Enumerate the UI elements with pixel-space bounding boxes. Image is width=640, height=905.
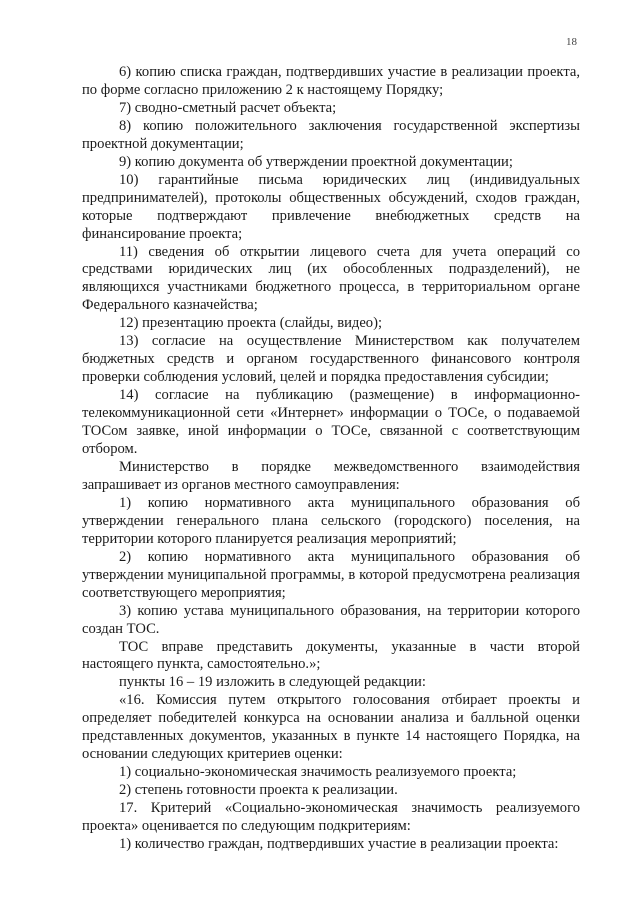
paragraph-ministry-request: Министерство в порядке межведомственного взаимодействия запрашивает из органов местного самоуправления:	[82, 458, 580, 493]
paragraph-item-9: 9) копию документа об утверждении проектной документации;	[119, 153, 513, 170]
paragraph-tos-right: ТОС вправе представить документы, указанные в части второй настоящего пункта, самостоятельно.»;	[82, 638, 580, 673]
paragraph-amendment-intro: пункты 16 – 19 изложить в следующей редакции:	[119, 674, 426, 691]
paragraph-item-14: 14) согласие на публикацию (размещение) в информационно-телекоммуникационной сети «Интернет» информации о ТОСе, о подаваемой ТОСом заявке, иной информации о ТОСе, связанной с соответствующим отбором.	[82, 387, 580, 458]
paragraph-request-2: 2) копию нормативного акта муниципального образования об утверждении муниципальной программы, в которой предусмотрена реализация соответствующего мероприятия;	[82, 548, 580, 601]
paragraph-item-8: 8) копию положительного заключения государственной экспертизы проектной документации;	[82, 117, 580, 152]
paragraph-item-13: 13) согласие на осуществление Министерством как получателем бюджетных средств и органом государственного финансового контроля проверки соблюдения условий, целей и порядка предоставления субсидии;	[82, 333, 580, 386]
paragraph-request-1: 1) копию нормативного акта муниципального образования об утверждении генерального плана сельского (городского) поселения, на территории которого планируется реализация мероприятий;	[82, 494, 580, 547]
paragraph-clause-16: «16. Комиссия путем открытого голосования отбирает проекты и определяет победителей конкурса на основании анализа и балльной оценки представленных документов, указанных в пункте 14 настоящего Порядка, на основании следующих критериев оценки:	[82, 692, 580, 763]
paragraph-item-12: 12) презентацию проекта (слайды, видео);	[119, 315, 383, 332]
paragraph-clause-17: 17. Критерий «Социально-экономическая значимость реализуемого проекта» оценивается по следующим подкритериям:	[82, 800, 580, 835]
paragraph-request-3: 3) копию устава муниципального образования, на территории которого создан ТОС.	[82, 602, 580, 637]
document-body	[82, 64, 580, 854]
paragraph-criterion-1: 1) социально-экономическая значимость реализуемого проекта;	[119, 764, 517, 781]
paragraph-item-10: 10) гарантийные письма юридических лиц (индивидуальных предпринимателей), протоколы общественных обсуждений, сходов граждан, которые подтверждают привлечение внебюджетных средств на финансирование проекта;	[82, 171, 580, 242]
paragraph-item-6: 6) копию списка граждан, подтвердивших участие в реализации проекта, по форме согласно приложению 2 к настоящему Порядку;	[82, 64, 580, 98]
page-number: 18	[566, 36, 577, 48]
paragraph-subcriterion-1: 1) количество граждан, подтвердивших участие в реализации проекта:	[119, 835, 559, 852]
paragraph-item-11: 11) сведения об открытии лицевого счета для учета операций со средствами юридических лиц (их обособленных подразделений), не являющихся участниками бюджетного процесса, в территориальном органе Федерального казначейства;	[82, 243, 580, 314]
paragraph-criterion-2: 2) степень готовности проекта к реализации.	[119, 782, 398, 799]
paragraph-item-7: 7) сводно-сметный расчет объекта;	[119, 99, 337, 116]
